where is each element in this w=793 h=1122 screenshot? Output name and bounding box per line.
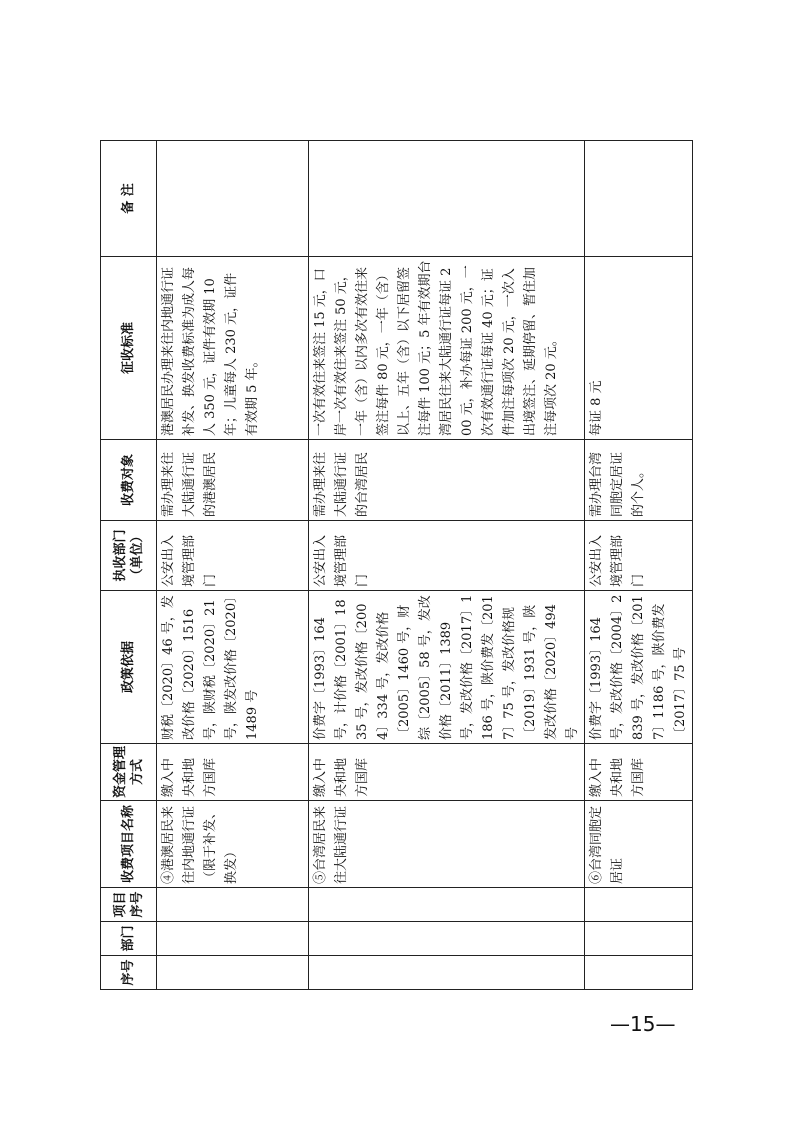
cell-dept	[585, 922, 693, 956]
cell-seq	[585, 956, 693, 990]
header-target: 收费对象	[101, 440, 157, 521]
cell-seq	[309, 956, 585, 990]
header-item-seq: 项目序号	[101, 888, 157, 922]
cell-collector: 公安出入境管理部门	[157, 521, 309, 591]
cell-target: 需办理来往大陆通行证的台湾居民	[309, 440, 585, 521]
cell-standard: 每证 8 元	[585, 257, 693, 440]
cell-policy: 价费字〔1993〕164 号，计价格〔2001〕1835 号，发改价格〔2004〕334 号，发改价格〔2005〕1460 号，财综〔2005〕58 号，发改价格〔2011〕1389 号，发改价格〔2017〕1186 号，陕价费发〔2017〕75 号，发改价格规〔2019〕1931 号，陕发改价格〔2020〕494 号	[309, 591, 585, 744]
header-remarks: 备 注	[101, 141, 157, 257]
header-fund-mgmt: 资金管理方式	[101, 744, 157, 801]
cell-standard: 一次有效往来签注 15 元，口岸一次有效往来签注 50 元，一年（含）以内多次有效往来签注每件 80 元，一年（含）以上、五年（含）以下居留签注每件 100 元；5 年有效期台湾居民往来大陆通行证每证 200 元，补办每证 200 元，一次有效通行证每证 40 元；证件加注每项次 20 元，一次入出境签注、延期停留、暂住加注每项次 20 元。	[309, 257, 585, 440]
header-policy: 政策依据	[101, 591, 157, 744]
cell-target: 需办理来往大陆通行证的港澳居民	[157, 440, 309, 521]
cell-remarks	[585, 141, 693, 257]
fee-table	[100, 140, 693, 990]
cell-target: 需办理台湾同胞定居证的个人。	[585, 440, 693, 521]
cell-collector: 公安出入境管理部门	[309, 521, 585, 591]
cell-item-name: ④港澳居民来往内地通行证（限于补发、换发）	[157, 801, 309, 888]
cell-fund-mgmt: 缴入中央和地方国库	[157, 744, 309, 801]
cell-item-seq	[309, 888, 585, 922]
cell-item-name: ⑥台湾同胞定居证	[585, 801, 693, 888]
cell-remarks	[157, 141, 309, 257]
table-row	[309, 141, 585, 990]
header-item-name: 收费项目名称	[101, 801, 157, 888]
page-number: —15—	[610, 1012, 676, 1036]
cell-collector: 公安出入境管理部门	[585, 521, 693, 591]
cell-item-seq	[585, 888, 693, 922]
table-header-row	[101, 141, 157, 990]
cell-dept	[157, 922, 309, 956]
cell-fund-mgmt: 缴入中央和地方国库	[585, 744, 693, 801]
cell-policy: 财税〔2020〕46 号，发改价格〔2020〕1516 号，陕财税〔2020〕21 号，陕发改价格〔2020〕1489 号	[157, 591, 309, 744]
table-row	[585, 141, 693, 990]
rotated-page	[100, 140, 688, 990]
cell-item-seq	[157, 888, 309, 922]
cell-item-name: ⑤台湾居民来往大陆通行证	[309, 801, 585, 888]
header-dept: 部门	[101, 922, 157, 956]
header-collector: 执收部门（单位）	[101, 521, 157, 591]
cell-dept	[309, 922, 585, 956]
cell-remarks	[309, 141, 585, 257]
cell-seq	[157, 956, 309, 990]
header-standard: 征收标准	[101, 257, 157, 440]
cell-standard: 港澳居民办理来往内地通行证补发、换发收费标准为成人每人 350 元，证件有效期 10 年；儿童每人 230 元，证件有效期 5 年。	[157, 257, 309, 440]
table-row	[157, 141, 309, 990]
cell-policy: 价费字〔1993〕164 号，发改价格〔2004〕2839 号，发改价格〔2017〕1186 号，陕价费发〔2017〕75 号	[585, 591, 693, 744]
cell-fund-mgmt: 缴入中央和地方国库	[309, 744, 585, 801]
header-seq: 序号	[101, 956, 157, 990]
